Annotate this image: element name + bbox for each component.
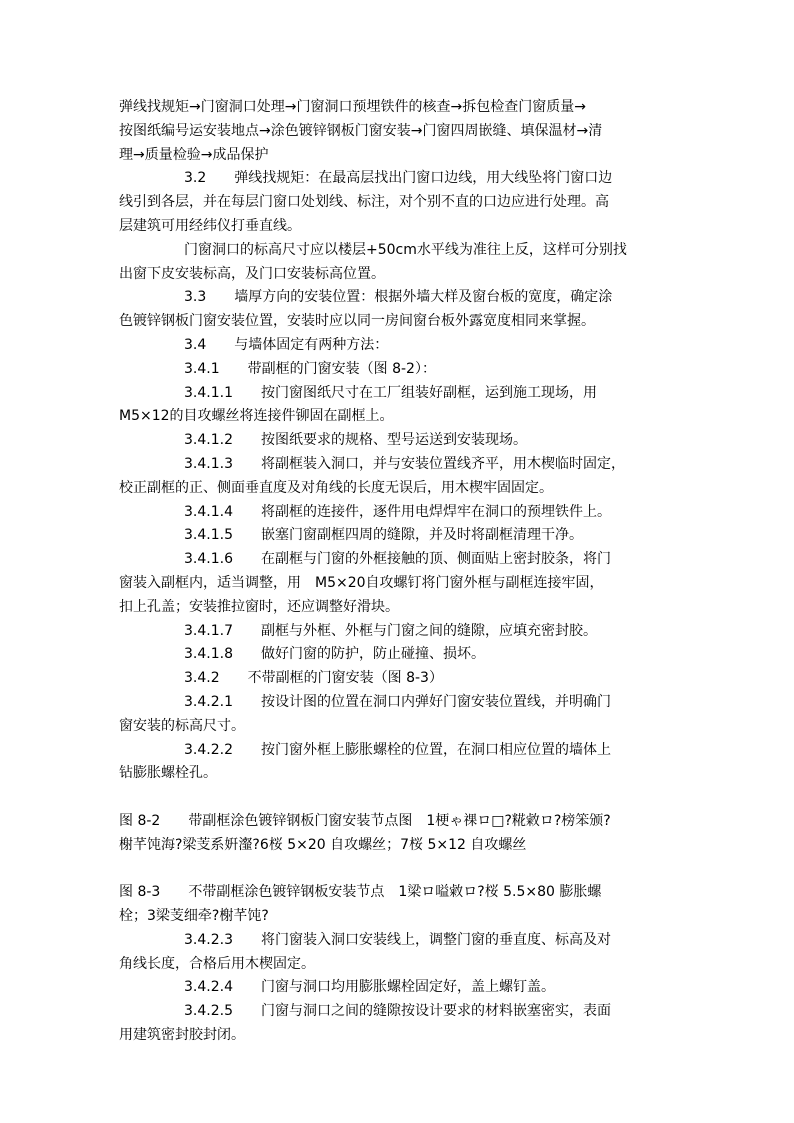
paragraph-line: 扣上孔盖；安装推拉窗时，还应调整好滑块。	[119, 598, 399, 615]
section-3-4-2-3-line: 3.4.2.3 将门窗装入洞口安装线上，调整门窗的垂直度、标高及对	[184, 931, 611, 948]
paragraph-line: 用建筑密封胶封闭。	[119, 1027, 245, 1044]
paragraph-line: 按图纸编号运安装地点→涂色镀锌钢板门窗安装→门窗四周嵌缝、填保温材→清	[119, 122, 603, 139]
paragraph-line: 钻膨胀螺栓孔。	[119, 765, 217, 782]
paragraph-line: 窗安装的标高尺寸。	[119, 717, 245, 734]
section-3-4-1-7-line: 3.4.1.7 副框与外框、外框与门窗之间的缝隙，应填充密封胶。	[184, 622, 597, 639]
section-3-4-2-2-line: 3.4.2.2 按门窗外框上膨胀螺栓的位置，在洞口相应位置的墙体上	[184, 741, 611, 758]
paragraph-line: M5×12的目攻螺丝将连接件铆固在副框上。	[119, 408, 394, 425]
section-3-4-line: 3.4 与墙体固定有两种方法：	[184, 336, 389, 353]
figure-caption-8-2: 图 8-2 带副框涂色镀锌钢板门窗安装节点图 1梗ゃ祼ロ□?糀敹ロ?榜笨颁?	[119, 812, 611, 829]
section-3-4-2-line: 3.4.2 不带副框的门窗安装（图 8-3）	[184, 670, 443, 687]
section-3-4-1-8-line: 3.4.1.8 做好门窗的防护，防止碰撞、损坏。	[184, 646, 485, 663]
section-3-3-line: 3.3 墙厚方向的安装位置：根据外墙大样及窗台板的宽度，确定涂	[184, 289, 613, 306]
blank-line	[119, 858, 679, 882]
document-body	[119, 96, 679, 1048]
paragraph-line: 线引到各层，并在每层门窗口处划线、标注，对个别不直的口边应进行处理。高	[119, 194, 609, 211]
figure-caption-8-2-cont: 榭芊饨海?梁芰系姸瀣?6桜 5×20 自攻螺丝；7桜 5×12 自攻螺丝	[119, 836, 527, 853]
paragraph-line: 门窗洞口的标高尺寸应以楼层+50cm水平线为准往上反，这样可分别找	[184, 241, 627, 258]
section-3-4-2-1-line: 3.4.2.1 按设计图的位置在洞口内弹好门窗安装位置线，并明确门	[184, 693, 611, 710]
blank-line	[119, 786, 679, 810]
paragraph-line: 弹线找规矩→门窗洞口处理→门窗洞口预埋铁件的核查→拆包检查门窗质量→	[119, 99, 586, 115]
section-3-4-2-5-line: 3.4.2.5 门窗与洞口之间的缝隙按设计要求的材料嵌塞密实，表面	[184, 1003, 611, 1020]
section-3-4-1-line: 3.4.1 带副框的门窗安装（图 8-2）：	[184, 360, 436, 377]
paragraph-line: 校正副框的正、侧面垂直度及对角线的长度无误后，用木楔牢固固定。	[119, 479, 553, 496]
paragraph-line: 出窗下皮安装标高，及门口安装标高位置。	[119, 265, 385, 282]
section-3-4-1-5-line: 3.4.1.5 嵌塞门窗副框四周的缝隙，并及时将副框清理干净。	[184, 527, 583, 544]
section-3-4-1-3-line: 3.4.1.3 将副框装入洞口，并与安装位置线齐平，用木楔临时固定，	[184, 455, 625, 472]
section-3-2-line: 3.2 弹线找规矩：在最高层找出门窗口边线，用大线坠将门窗口边	[184, 170, 613, 187]
section-3-4-1-4-line: 3.4.1.4 将副框的连接件，逐件用电焊焊牢在洞口的预埋铁件上。	[184, 503, 611, 520]
figure-caption-8-3-cont: 栓；3梁芰细牵?榭芊饨?	[119, 908, 269, 925]
figure-caption-8-3: 图 8-3 不带副框涂色镀锌钢板安装节点 1梁ロ嗌敹ロ?桜 5.5×80 膨胀螺	[119, 884, 602, 901]
paragraph-line: 窗装入副框内，适当调整，用 M5×20自攻螺钉将门窗外框与副框连接牢固，	[119, 574, 604, 591]
section-3-4-1-1-line: 3.4.1.1 按门窗图纸尺寸在工厂组装好副框，运到施工现场，用	[184, 384, 597, 401]
paragraph-line: 色镀锌钢板门窗安装位置，安装时应以同一房间窗台板外露宽度相同来掌握。	[119, 313, 595, 330]
paragraph-line: 理→质量检验→成品保护	[119, 146, 269, 163]
paragraph-line: 层建筑可用经纬仪打垂直线。	[119, 217, 301, 234]
section-3-4-1-2-line: 3.4.1.2 按图纸要求的规格、型号运送到安装现场。	[184, 432, 527, 449]
section-3-4-1-6-line: 3.4.1.6 在副框与门窗的外框接触的顶、侧面贴上密封胶条，将门	[184, 551, 611, 568]
paragraph-line: 角线长度，合格后用木楔固定。	[119, 955, 315, 972]
section-3-4-2-4-line: 3.4.2.4 门窗与洞口均用膨胀螺栓固定好，盖上螺钉盖。	[184, 979, 555, 996]
